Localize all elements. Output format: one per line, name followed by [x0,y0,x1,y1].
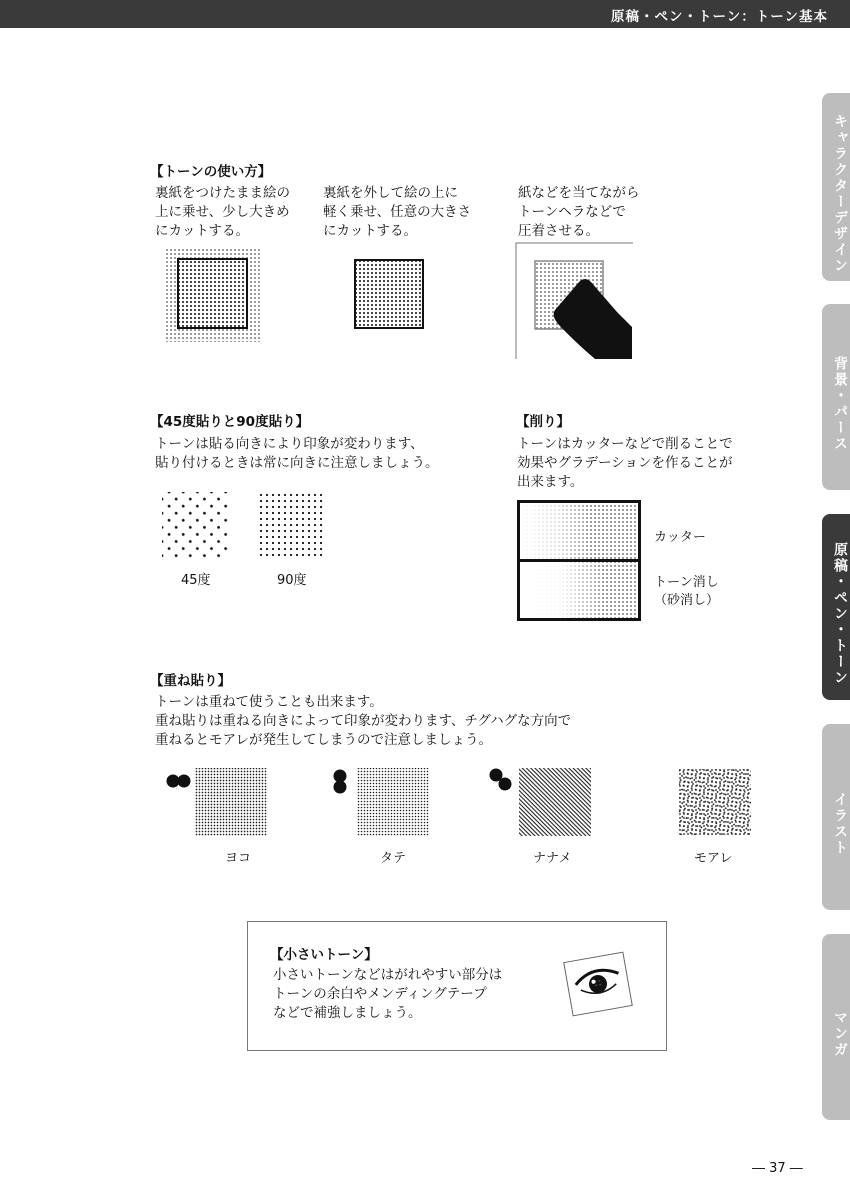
usage-step-2-illustration [354,259,424,329]
usage-step-1-text: 裏紙をつけたまま絵の 上に乗せ、少し大きめ にカットする。 [155,185,290,239]
tab-background-perspective[interactable]: 背景・パース [822,304,850,490]
label-naname: ナナメ [533,851,572,866]
label-90-degree: 90度 [277,573,307,588]
overlap-moire-sample [678,768,752,836]
usage-step-1-illustration [165,248,261,342]
tone-45-degree-sample [162,492,228,558]
usage-step-3-illustration [515,242,635,360]
tone-90-degree-sample [258,492,324,558]
tab-manuscript-pen-tone[interactable]: 原稿・ペン・トーン [822,514,850,700]
label-moire: モアレ [694,851,733,866]
usage-step-2-text: 裏紙を外して絵の上に 軽く乗せ、任意の大きさ にカットする。 [323,185,472,239]
label-tone-eraser: トーン消し （砂消し） [654,575,720,608]
tab-manga[interactable]: マンガ [822,934,850,1120]
scrape-text: トーンはカッターなどで削ることで 効果やグラデーションを作ることが 出来ます。 [517,436,733,490]
page-header-title: 原稿・ペン・トーン：トーン基本 [611,9,828,25]
label-tate: タテ [380,851,407,866]
overlap-naname-sample [488,767,592,837]
overlap-text: トーンは重ねて使うことも出来ます。 重ね貼りは重ねる向きによって印象が変わります、チグハグな方向で 重ねるとモアレが発生してしまうので注意しましょう。 [155,694,572,748]
eye-tone-illustration [562,951,634,1017]
scrape-illustration [517,500,642,622]
tab-illustration[interactable]: イラスト [822,724,850,910]
scrape-heading: 【削り】 [516,414,570,430]
tab-character-design[interactable]: キャラクターデザイン [822,93,850,281]
usage-heading: 【トーンの使い方】 [150,164,272,180]
page-number: ― 37 ― [752,1161,803,1176]
overlap-tate-sample [330,767,430,837]
label-45-degree: 45度 [181,573,211,588]
small-tone-text: 小さいトーンなどはがれやすい部分は トーンの余白やメンディングテープ などで補強しましょう。 [273,967,503,1021]
angle-heading: 【45度貼りと90度貼り】 [150,414,310,430]
label-cutter: カッター [654,530,706,545]
small-tone-heading: 【小さいトーン】 [270,947,378,963]
overlap-yoko-sample [165,767,269,837]
header-bar [0,0,850,28]
overlap-heading: 【重ね貼り】 [150,673,231,689]
label-yoko: ヨコ [225,851,252,866]
angle-text: トーンは貼る向きにより印象が変わります、 貼り付けるときは常に向きに注意しましょう。 [155,436,439,471]
usage-step-3-text: 紙などを当てながら トーンヘラなどで 圧着させる。 [518,185,640,239]
